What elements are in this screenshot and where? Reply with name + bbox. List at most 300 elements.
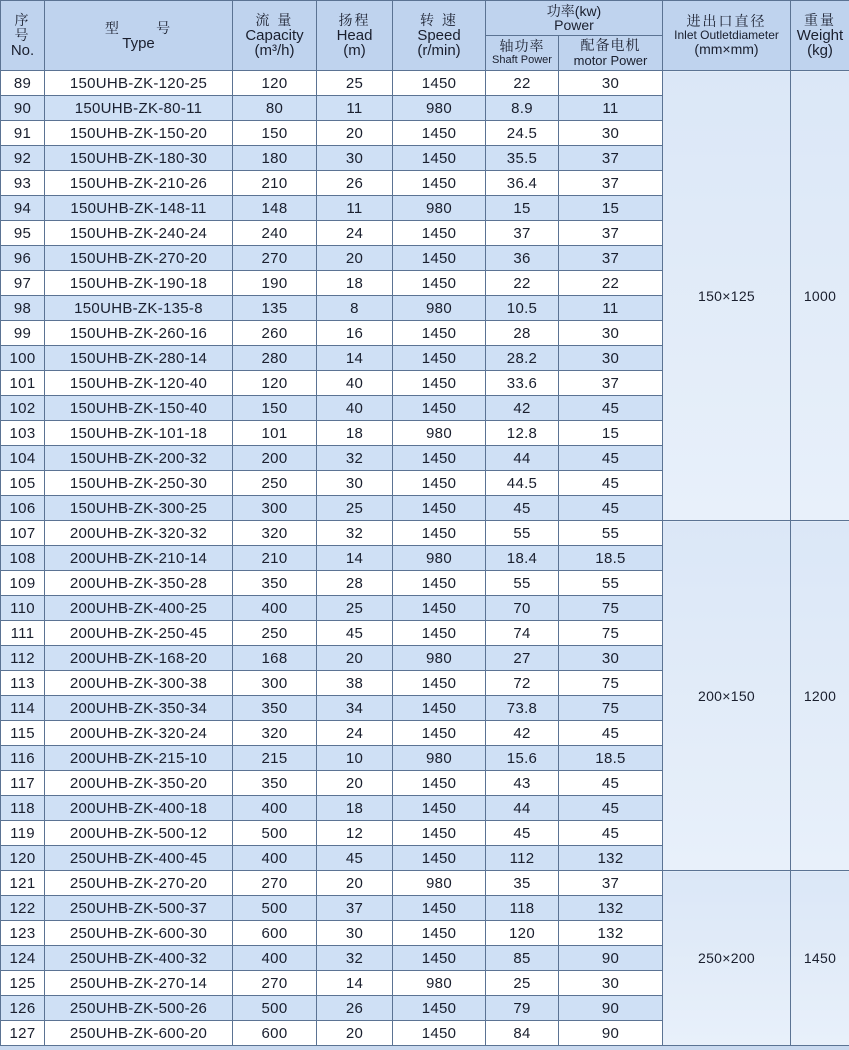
- row-head: 40: [317, 396, 393, 421]
- table-body: [1, 71, 849, 1046]
- row-speed: 1450: [393, 821, 486, 846]
- row-no: 122: [1, 896, 45, 921]
- row-capacity: 350: [233, 696, 317, 721]
- row-motor-power: 90: [559, 996, 663, 1021]
- header-shaft-power: [486, 36, 559, 71]
- row-speed: 1450: [393, 71, 486, 96]
- row-type: 200UHB-ZK-400-25: [45, 596, 233, 621]
- row-motor-power: 55: [559, 571, 663, 596]
- row-capacity: 250: [233, 471, 317, 496]
- row-motor-power: 45: [559, 821, 663, 846]
- row-shaft-power: 44: [486, 796, 559, 821]
- row-no: 110: [1, 596, 45, 621]
- header-shaft-cn: 轴功率: [499, 38, 545, 54]
- row-no: 98: [1, 296, 45, 321]
- row-type: 150UHB-ZK-200-32: [45, 446, 233, 471]
- row-capacity: 150: [233, 121, 317, 146]
- row-capacity: 400: [233, 846, 317, 871]
- header-capacity-unit: (m³/h): [254, 42, 295, 59]
- row-head: 38: [317, 671, 393, 696]
- row-capacity: 240: [233, 221, 317, 246]
- row-motor-power: 11: [559, 296, 663, 321]
- row-shaft-power: 73.8: [486, 696, 559, 721]
- row-capacity: 135: [233, 296, 317, 321]
- row-shaft-power: 45: [486, 821, 559, 846]
- row-no: 107: [1, 521, 45, 546]
- row-shaft-power: 70: [486, 596, 559, 621]
- header-speed-en: Speed: [417, 27, 461, 44]
- row-motor-power: 45: [559, 471, 663, 496]
- header-power-en: Power: [554, 17, 594, 33]
- header-head-cn: 扬程: [338, 12, 371, 28]
- row-head: 20: [317, 246, 393, 271]
- row-speed: 980: [393, 421, 486, 446]
- row-motor-power: 30: [559, 71, 663, 96]
- row-no: 123: [1, 921, 45, 946]
- row-speed: 980: [393, 746, 486, 771]
- row-motor-power: 45: [559, 796, 663, 821]
- row-no: 105: [1, 471, 45, 496]
- row-motor-power: 11: [559, 96, 663, 121]
- row-no: 103: [1, 421, 45, 446]
- row-shaft-power: 35: [486, 871, 559, 896]
- row-speed: 980: [393, 96, 486, 121]
- row-capacity: 270: [233, 246, 317, 271]
- row-head: 30: [317, 146, 393, 171]
- header-capacity: [233, 1, 317, 71]
- header-type: [45, 1, 233, 71]
- row-no: 100: [1, 346, 45, 371]
- row-no: 116: [1, 746, 45, 771]
- row-no: 126: [1, 996, 45, 1021]
- row-type: 250UHB-ZK-600-30: [45, 921, 233, 946]
- row-no: 112: [1, 646, 45, 671]
- row-speed: 1450: [393, 571, 486, 596]
- row-shaft-power: 15.6: [486, 746, 559, 771]
- row-speed: 1450: [393, 246, 486, 271]
- row-no: 124: [1, 946, 45, 971]
- row-motor-power: 30: [559, 971, 663, 996]
- row-motor-power: 30: [559, 321, 663, 346]
- row-no: 92: [1, 146, 45, 171]
- header-weight-unit: (kg): [807, 42, 833, 59]
- row-head: 12: [317, 821, 393, 846]
- row-no: 111: [1, 621, 45, 646]
- header-weight-cn: 重量: [804, 12, 836, 28]
- row-head: 8: [317, 296, 393, 321]
- row-capacity: 260: [233, 321, 317, 346]
- row-speed: 1450: [393, 1021, 486, 1046]
- row-shaft-power: 33.6: [486, 371, 559, 396]
- row-head: 20: [317, 771, 393, 796]
- header-no-cn2: 号: [14, 27, 31, 43]
- row-type: 200UHB-ZK-400-18: [45, 796, 233, 821]
- row-capacity: 320: [233, 521, 317, 546]
- row-motor-power: 75: [559, 621, 663, 646]
- row-speed: 980: [393, 871, 486, 896]
- row-type: 200UHB-ZK-300-38: [45, 671, 233, 696]
- row-motor-power: 30: [559, 346, 663, 371]
- row-shaft-power: 118: [486, 896, 559, 921]
- header-weight: [791, 1, 849, 71]
- row-no: 94: [1, 196, 45, 221]
- row-type: 200UHB-ZK-350-34: [45, 696, 233, 721]
- row-type: 150UHB-ZK-101-18: [45, 421, 233, 446]
- row-no: 106: [1, 496, 45, 521]
- header-no: [1, 1, 45, 71]
- row-no: 113: [1, 671, 45, 696]
- row-type: 150UHB-ZK-150-40: [45, 396, 233, 421]
- row-type: 150UHB-ZK-120-25: [45, 71, 233, 96]
- row-type: 200UHB-ZK-500-12: [45, 821, 233, 846]
- row-speed: 980: [393, 646, 486, 671]
- row-head: 40: [317, 371, 393, 396]
- row-type: 200UHB-ZK-210-14: [45, 546, 233, 571]
- row-shaft-power: 55: [486, 571, 559, 596]
- row-capacity: 600: [233, 1021, 317, 1046]
- row-capacity: 500: [233, 896, 317, 921]
- row-head: 24: [317, 721, 393, 746]
- row-head: 11: [317, 96, 393, 121]
- row-no: 101: [1, 371, 45, 396]
- row-no: 96: [1, 246, 45, 271]
- row-speed: 1450: [393, 321, 486, 346]
- row-speed: 1450: [393, 946, 486, 971]
- row-head: 18: [317, 421, 393, 446]
- row-shaft-power: 112: [486, 846, 559, 871]
- header-diameter: [663, 1, 791, 71]
- row-speed: 1450: [393, 496, 486, 521]
- header-speed-unit: (r/min): [417, 42, 461, 59]
- row-no: 115: [1, 721, 45, 746]
- row-no: 91: [1, 121, 45, 146]
- header-diameter-en: Inlet Outletdiameter: [674, 28, 779, 42]
- group-diameter: 150×125: [663, 71, 791, 521]
- row-motor-power: 15: [559, 421, 663, 446]
- row-head: 24: [317, 221, 393, 246]
- row-capacity: 500: [233, 996, 317, 1021]
- row-capacity: 168: [233, 646, 317, 671]
- row-capacity: 190: [233, 271, 317, 296]
- row-capacity: 280: [233, 346, 317, 371]
- row-head: 32: [317, 521, 393, 546]
- row-capacity: 200: [233, 446, 317, 471]
- row-speed: 980: [393, 546, 486, 571]
- row-head: 10: [317, 746, 393, 771]
- header-power-cn: 功率(kw): [546, 3, 602, 19]
- row-type: 250UHB-ZK-600-20: [45, 1021, 233, 1046]
- row-motor-power: 132: [559, 921, 663, 946]
- row-motor-power: 45: [559, 771, 663, 796]
- header-type-cn: 型 号: [104, 19, 173, 36]
- group-weight: 1000: [791, 71, 849, 521]
- row-shaft-power: 45: [486, 496, 559, 521]
- row-shaft-power: 28: [486, 321, 559, 346]
- row-no: 121: [1, 871, 45, 896]
- header-head-en: Head: [336, 27, 373, 44]
- row-no: 119: [1, 821, 45, 846]
- row-shaft-power: 18.4: [486, 546, 559, 571]
- row-speed: 980: [393, 296, 486, 321]
- row-no: 95: [1, 221, 45, 246]
- row-speed: 1450: [393, 621, 486, 646]
- row-head: 26: [317, 171, 393, 196]
- row-motor-power: 37: [559, 146, 663, 171]
- row-motor-power: 30: [559, 121, 663, 146]
- row-motor-power: 75: [559, 696, 663, 721]
- row-no: 99: [1, 321, 45, 346]
- row-shaft-power: 22: [486, 71, 559, 96]
- row-capacity: 148: [233, 196, 317, 221]
- row-capacity: 250: [233, 621, 317, 646]
- row-motor-power: 45: [559, 396, 663, 421]
- row-speed: 1450: [393, 846, 486, 871]
- row-no: 125: [1, 971, 45, 996]
- header-motor-en: motor Power: [573, 53, 648, 68]
- row-no: 89: [1, 71, 45, 96]
- row-motor-power: 22: [559, 271, 663, 296]
- row-type: 150UHB-ZK-120-40: [45, 371, 233, 396]
- row-shaft-power: 24.5: [486, 121, 559, 146]
- row-motor-power: 37: [559, 371, 663, 396]
- row-shaft-power: 74: [486, 621, 559, 646]
- row-shaft-power: 8.9: [486, 96, 559, 121]
- row-capacity: 270: [233, 971, 317, 996]
- header-type-en: Type: [122, 34, 155, 52]
- row-speed: 1450: [393, 446, 486, 471]
- group-diameter: 200×150: [663, 521, 791, 871]
- row-capacity: 350: [233, 771, 317, 796]
- row-motor-power: 90: [559, 1021, 663, 1046]
- row-type: 150UHB-ZK-270-20: [45, 246, 233, 271]
- row-capacity: 215: [233, 746, 317, 771]
- row-capacity: 350: [233, 571, 317, 596]
- row-type: 200UHB-ZK-215-10: [45, 746, 233, 771]
- row-no: 114: [1, 696, 45, 721]
- row-shaft-power: 15: [486, 196, 559, 221]
- row-shaft-power: 35.5: [486, 146, 559, 171]
- row-no: 120: [1, 846, 45, 871]
- row-motor-power: 132: [559, 846, 663, 871]
- row-capacity: 300: [233, 671, 317, 696]
- row-speed: 980: [393, 196, 486, 221]
- header-speed: [393, 1, 486, 71]
- row-type: 150UHB-ZK-250-30: [45, 471, 233, 496]
- row-speed: 1450: [393, 796, 486, 821]
- row-type: 150UHB-ZK-300-25: [45, 496, 233, 521]
- row-shaft-power: 44: [486, 446, 559, 471]
- table-header: [1, 1, 849, 71]
- row-shaft-power: 79: [486, 996, 559, 1021]
- header-weight-en: Weight: [796, 27, 844, 44]
- row-speed: 1450: [393, 271, 486, 296]
- row-type: 250UHB-ZK-400-45: [45, 846, 233, 871]
- row-capacity: 500: [233, 821, 317, 846]
- row-capacity: 300: [233, 496, 317, 521]
- row-shaft-power: 43: [486, 771, 559, 796]
- header-diameter-cn: 进出口直径: [686, 13, 767, 29]
- row-speed: 1450: [393, 721, 486, 746]
- group-weight: 1200: [791, 521, 849, 871]
- row-shaft-power: 22: [486, 271, 559, 296]
- row-no: 104: [1, 446, 45, 471]
- row-type: 150UHB-ZK-148-11: [45, 196, 233, 221]
- header-head-unit: (m): [343, 42, 366, 59]
- row-head: 11: [317, 196, 393, 221]
- row-speed: 1450: [393, 221, 486, 246]
- row-speed: 1450: [393, 596, 486, 621]
- row-speed: 1450: [393, 471, 486, 496]
- row-no: 90: [1, 96, 45, 121]
- row-shaft-power: 27: [486, 646, 559, 671]
- row-speed: 1450: [393, 121, 486, 146]
- row-speed: 1450: [393, 896, 486, 921]
- row-motor-power: 75: [559, 596, 663, 621]
- row-head: 18: [317, 796, 393, 821]
- row-no: 117: [1, 771, 45, 796]
- row-motor-power: 45: [559, 721, 663, 746]
- row-capacity: 210: [233, 171, 317, 196]
- row-speed: 980: [393, 971, 486, 996]
- row-no: 93: [1, 171, 45, 196]
- row-motor-power: 132: [559, 896, 663, 921]
- row-head: 14: [317, 346, 393, 371]
- row-type: 200UHB-ZK-350-28: [45, 571, 233, 596]
- header-power: [486, 1, 663, 36]
- row-no: 118: [1, 796, 45, 821]
- row-capacity: 80: [233, 96, 317, 121]
- row-speed: 1450: [393, 671, 486, 696]
- row-motor-power: 45: [559, 446, 663, 471]
- row-capacity: 180: [233, 146, 317, 171]
- header-no-cn1: 序: [14, 12, 31, 28]
- row-capacity: 400: [233, 596, 317, 621]
- row-head: 20: [317, 646, 393, 671]
- row-no: 127: [1, 1021, 45, 1046]
- row-shaft-power: 37: [486, 221, 559, 246]
- row-speed: 1450: [393, 346, 486, 371]
- row-shaft-power: 25: [486, 971, 559, 996]
- group-diameter: 250×200: [663, 871, 791, 1046]
- table-row: [1, 521, 849, 546]
- row-shaft-power: 36.4: [486, 171, 559, 196]
- row-capacity: 600: [233, 921, 317, 946]
- row-speed: 1450: [393, 521, 486, 546]
- row-shaft-power: 44.5: [486, 471, 559, 496]
- row-type: 250UHB-ZK-270-20: [45, 871, 233, 896]
- row-head: 30: [317, 921, 393, 946]
- header-shaft-en: Shaft Power: [492, 54, 552, 66]
- row-type: 150UHB-ZK-280-14: [45, 346, 233, 371]
- row-motor-power: 45: [559, 496, 663, 521]
- row-head: 14: [317, 971, 393, 996]
- row-shaft-power: 55: [486, 521, 559, 546]
- row-capacity: 400: [233, 946, 317, 971]
- row-type: 200UHB-ZK-250-45: [45, 621, 233, 646]
- row-capacity: 150: [233, 396, 317, 421]
- row-type: 250UHB-ZK-500-26: [45, 996, 233, 1021]
- row-shaft-power: 85: [486, 946, 559, 971]
- row-capacity: 101: [233, 421, 317, 446]
- row-head: 26: [317, 996, 393, 1021]
- row-head: 25: [317, 496, 393, 521]
- row-head: 20: [317, 1021, 393, 1046]
- row-motor-power: 30: [559, 646, 663, 671]
- header-motor-cn: 配备电机: [580, 37, 641, 53]
- row-head: 34: [317, 696, 393, 721]
- row-motor-power: 37: [559, 171, 663, 196]
- row-motor-power: 37: [559, 221, 663, 246]
- row-no: 109: [1, 571, 45, 596]
- row-head: 32: [317, 946, 393, 971]
- row-shaft-power: 42: [486, 396, 559, 421]
- row-head: 37: [317, 896, 393, 921]
- row-speed: 1450: [393, 996, 486, 1021]
- row-motor-power: 18.5: [559, 546, 663, 571]
- row-head: 20: [317, 121, 393, 146]
- row-capacity: 120: [233, 371, 317, 396]
- row-shaft-power: 84: [486, 1021, 559, 1046]
- row-capacity: 320: [233, 721, 317, 746]
- row-motor-power: 15: [559, 196, 663, 221]
- row-motor-power: 90: [559, 946, 663, 971]
- row-motor-power: 75: [559, 671, 663, 696]
- row-type: 250UHB-ZK-400-32: [45, 946, 233, 971]
- table-row: [1, 871, 849, 896]
- row-no: 102: [1, 396, 45, 421]
- row-no: 97: [1, 271, 45, 296]
- row-head: 25: [317, 71, 393, 96]
- row-type: 150UHB-ZK-180-30: [45, 146, 233, 171]
- row-motor-power: 37: [559, 246, 663, 271]
- row-type: 200UHB-ZK-168-20: [45, 646, 233, 671]
- header-no-en: No.: [10, 42, 35, 59]
- row-shaft-power: 120: [486, 921, 559, 946]
- header-speed-cn: 转 速: [420, 12, 458, 28]
- row-capacity: 120: [233, 71, 317, 96]
- row-shaft-power: 36: [486, 246, 559, 271]
- row-type: 150UHB-ZK-260-16: [45, 321, 233, 346]
- row-head: 25: [317, 596, 393, 621]
- row-capacity: 270: [233, 871, 317, 896]
- row-type: 250UHB-ZK-500-37: [45, 896, 233, 921]
- group-weight: 1450: [791, 871, 849, 1046]
- row-shaft-power: 72: [486, 671, 559, 696]
- row-type: 150UHB-ZK-240-24: [45, 221, 233, 246]
- row-head: 14: [317, 546, 393, 571]
- row-type: 200UHB-ZK-320-32: [45, 521, 233, 546]
- row-head: 18: [317, 271, 393, 296]
- row-shaft-power: 12.8: [486, 421, 559, 446]
- row-head: 45: [317, 621, 393, 646]
- header-head: [317, 1, 393, 71]
- row-type: 150UHB-ZK-80-11: [45, 96, 233, 121]
- row-speed: 1450: [393, 696, 486, 721]
- row-shaft-power: 28.2: [486, 346, 559, 371]
- row-type: 250UHB-ZK-270-14: [45, 971, 233, 996]
- row-type: 200UHB-ZK-320-24: [45, 721, 233, 746]
- row-speed: 1450: [393, 396, 486, 421]
- row-head: 30: [317, 471, 393, 496]
- row-head: 32: [317, 446, 393, 471]
- row-type: 200UHB-ZK-350-20: [45, 771, 233, 796]
- row-shaft-power: 42: [486, 721, 559, 746]
- table-row: [1, 71, 849, 96]
- row-shaft-power: 10.5: [486, 296, 559, 321]
- header-diameter-unit: (mm×mm): [694, 41, 759, 57]
- row-capacity: 210: [233, 546, 317, 571]
- row-type: 150UHB-ZK-135-8: [45, 296, 233, 321]
